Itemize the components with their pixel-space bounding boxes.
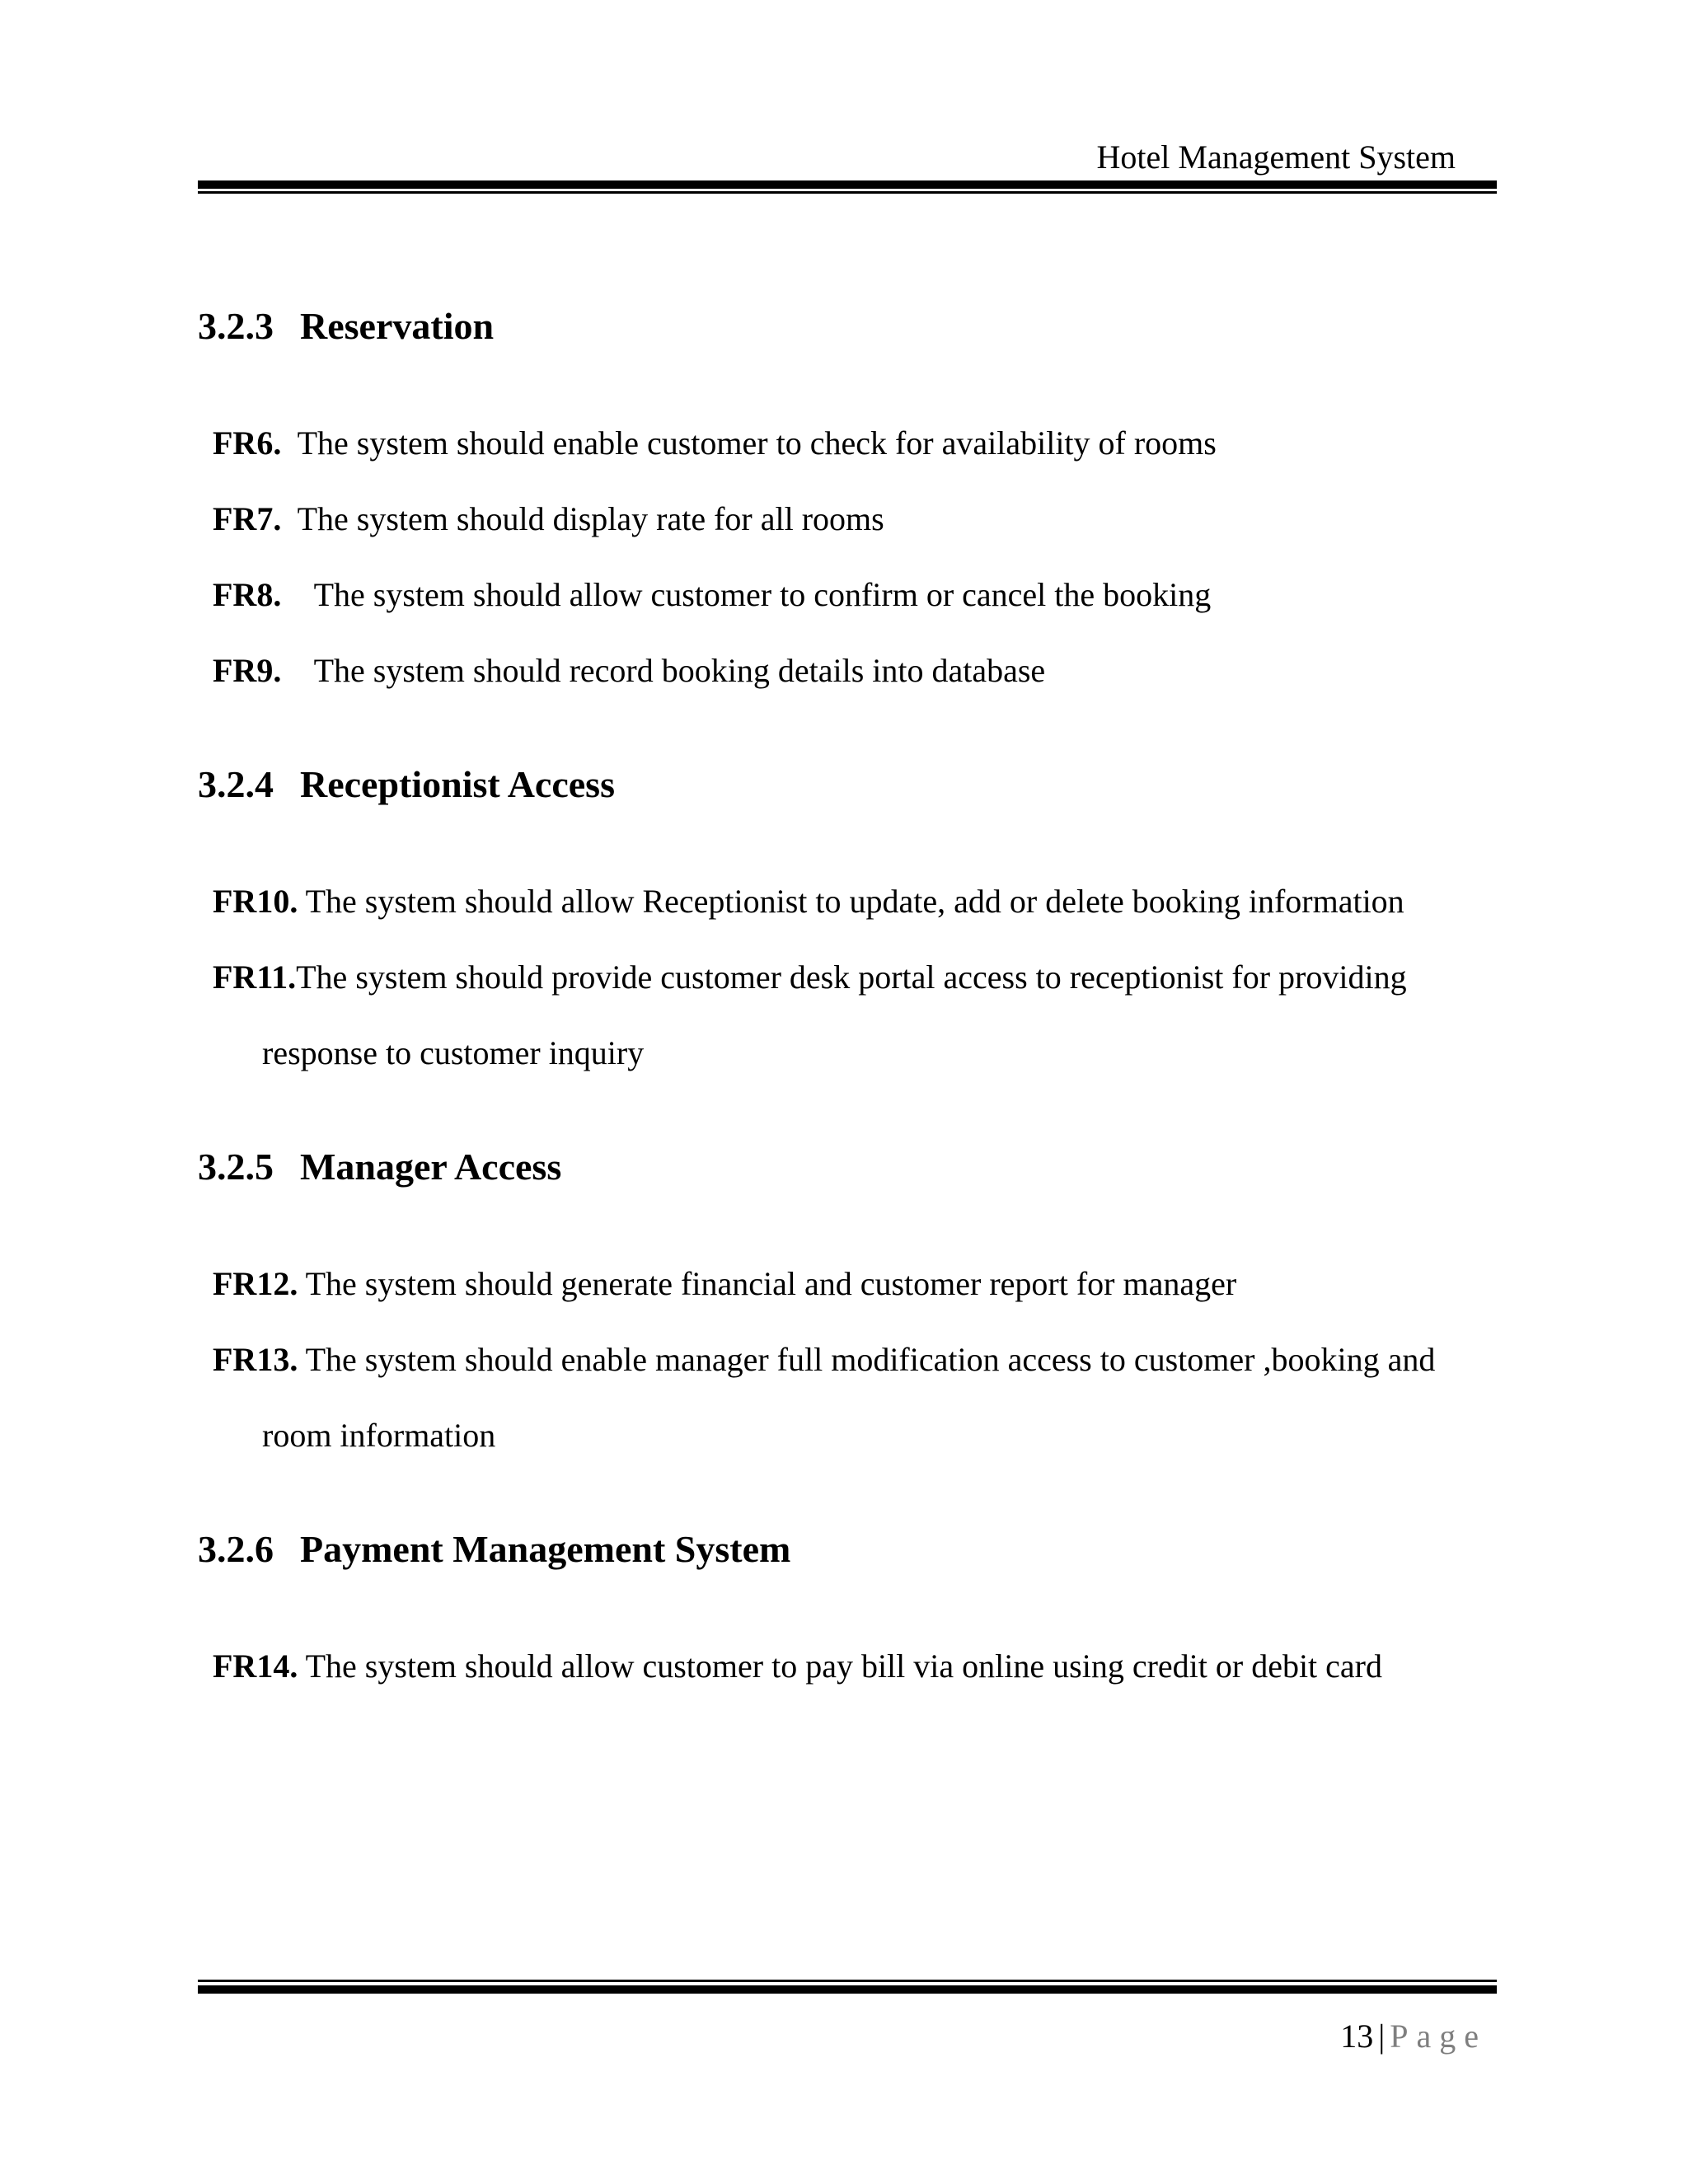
requirement-fr10: [213, 864, 1497, 940]
requirement-fr11-continuation: [213, 1015, 1497, 1091]
requirement-text: The system should display rate for all rooms: [297, 500, 884, 537]
requirement-code: FR9.: [213, 652, 282, 689]
requirement-code: FR14.: [213, 1647, 298, 1685]
requirement-text: The system should enable manager full modification access to customer ,booking and: [305, 1341, 1436, 1378]
requirement-code: FR12.: [213, 1265, 298, 1302]
section-heading-receptionist-access: [198, 762, 615, 808]
requirement-text: The system should allow customer to pay bill via online using credit or debit card: [305, 1647, 1382, 1685]
requirement-code: FR11.: [213, 958, 297, 996]
requirement-text: The system should generate financial and customer report for manager: [305, 1265, 1237, 1302]
requirement-text: The system should enable customer to check for availability of rooms: [297, 424, 1217, 462]
requirement-fr7: [213, 481, 1497, 557]
requirement-fr13: [213, 1322, 1497, 1398]
requirement-code: FR13.: [213, 1341, 298, 1378]
section-heading-payment-management-system: [198, 1526, 790, 1572]
section-title: Reservation: [300, 305, 495, 347]
requirement-fr11: [213, 940, 1497, 1015]
requirement-code: FR8.: [213, 576, 282, 613]
running-header-title: Hotel Management System: [1096, 138, 1456, 176]
section-heading-reservation: [198, 303, 494, 349]
page-separator: |: [1378, 2018, 1386, 2055]
footer-rule-thick: [198, 1985, 1497, 1994]
requirement-text: The system should allow customer to confirm or cancel the booking: [313, 576, 1212, 613]
header-rule-thick: [198, 180, 1497, 189]
requirement-fr12: [213, 1246, 1497, 1322]
section-title: Payment Management System: [300, 1528, 791, 1570]
footer-rule-thin: [198, 1980, 1497, 1982]
requirement-continuation: room information: [262, 1417, 496, 1454]
requirement-code: FR10.: [213, 883, 298, 920]
page-number-footer: [1340, 2018, 1487, 2055]
section-heading-manager-access: [198, 1144, 561, 1190]
section-number: 3.2.3: [198, 305, 274, 347]
page-word: Page: [1390, 2018, 1487, 2055]
requirement-fr6: [213, 405, 1497, 481]
requirement-fr14: [213, 1629, 1497, 1704]
requirement-code: FR6.: [213, 424, 282, 462]
page-number: 13: [1340, 2018, 1374, 2055]
requirement-fr9: [213, 633, 1497, 709]
requirement-continuation: response to customer inquiry: [262, 1034, 645, 1071]
section-number: 3.2.4: [198, 763, 274, 805]
requirement-text: The system should record booking details into database: [313, 652, 1046, 689]
requirement-fr13-continuation: [213, 1398, 1497, 1474]
requirement-code: FR7.: [213, 500, 282, 537]
requirement-text: The system should provide customer desk portal access to receptionist for providing: [296, 958, 1407, 996]
header-rule-thin: [198, 191, 1497, 194]
section-title: Manager Access: [300, 1146, 562, 1188]
section-number: 3.2.5: [198, 1146, 274, 1188]
requirement-fr8: [213, 557, 1497, 633]
requirement-text: The system should allow Receptionist to update, add or delete booking information: [305, 883, 1404, 920]
section-number: 3.2.6: [198, 1528, 274, 1570]
section-title: Receptionist Access: [300, 763, 615, 805]
